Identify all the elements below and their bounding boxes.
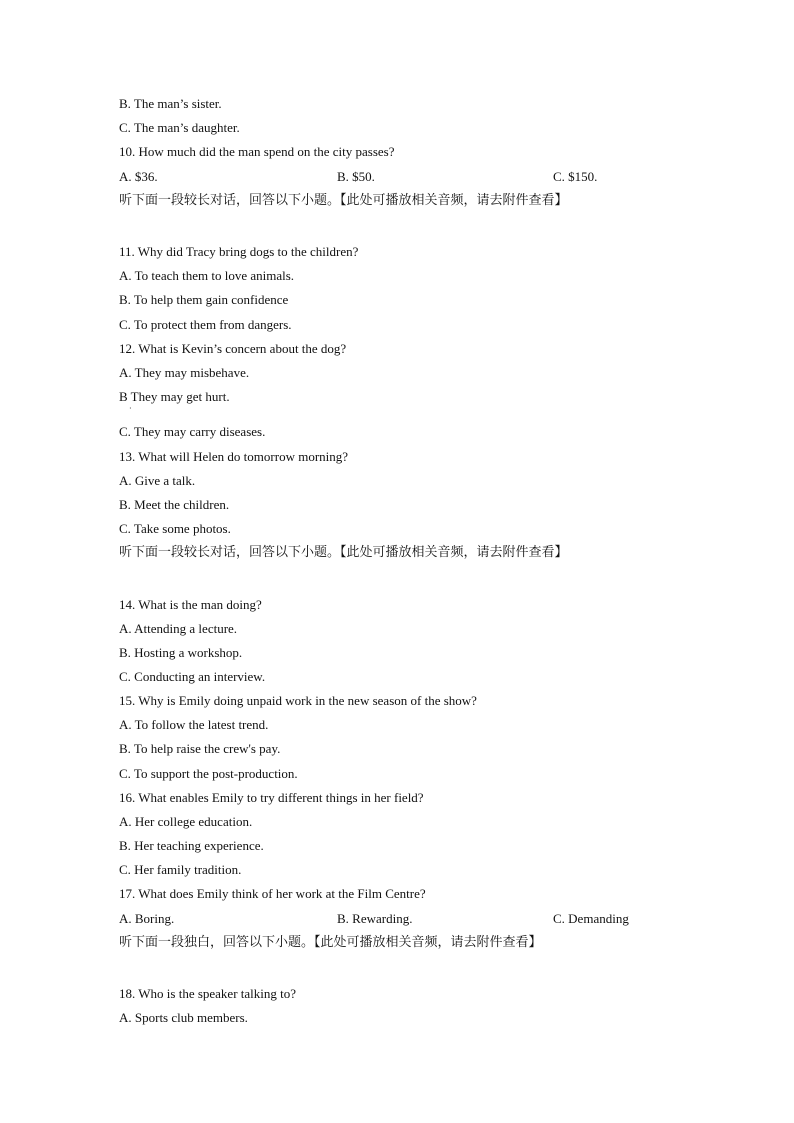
question-18: 18. Who is the speaker talking to? — [119, 986, 297, 1001]
q17-option-a: A. Boring. — [119, 911, 175, 926]
q14-option-c: C. Conducting an interview. — [119, 669, 266, 684]
q11-option-c: C. To protect them from dangers. — [119, 317, 292, 332]
question-16: 16. What enables Emily to try different things in her field? — [119, 790, 424, 805]
q15-option-b: B. To help raise the crew's pay. — [119, 741, 281, 756]
q11-option-b: B. To help them gain confidence — [119, 292, 289, 307]
question-15: 15. Why is Emily doing unpaid work in the new season of the show? — [119, 693, 477, 708]
q17-option-b: B. Rewarding. — [337, 911, 413, 926]
section-instruction-2: 听下面一段较长对话，回答以下小题。【此处可播放相关音频，请去附件查看】 — [119, 545, 568, 560]
option-c-daughter: C. The man’s daughter. — [119, 120, 240, 135]
q16-option-b: B. Her teaching experience. — [119, 838, 264, 853]
question-13: 13. What will Helen do tomorrow morning? — [119, 449, 349, 464]
section-instruction-3: 听下面一段独白，回答以下小题。【此处可播放相关音频，请去附件查看】 — [119, 935, 542, 950]
q17-option-c: C. Demanding — [553, 911, 629, 926]
q11-option-a: A. To teach them to love animals. — [119, 268, 295, 283]
q16-option-c: C. Her family tradition. — [119, 862, 242, 877]
q13-option-c: C. Take some photos. — [119, 521, 231, 536]
q14-option-a: A. Attending a lecture. — [119, 621, 238, 636]
q10-option-a: A. $36. — [119, 169, 158, 184]
q13-option-a: A. Give a talk. — [119, 473, 196, 488]
question-17-options — [119, 911, 679, 927]
section-instruction-1: 听下面一段较长对话，回答以下小题。【此处可播放相关音频，请去附件查看】 — [119, 193, 568, 208]
q10-option-c: C. $150. — [553, 169, 598, 184]
question-10-options — [119, 169, 679, 185]
question-17: 17. What does Emily think of her work at the Film Centre? — [119, 886, 426, 901]
q12-option-b: B They may get hurt. — [119, 389, 230, 404]
option-b-sister: B. The man’s sister. — [119, 96, 222, 111]
q18-option-a: A. Sports club members. — [119, 1010, 248, 1025]
q13-option-b: B. Meet the children. — [119, 497, 230, 512]
q16-option-a: A. Her college education. — [119, 814, 253, 829]
q12-option-c: C. They may carry diseases. — [119, 424, 266, 439]
q14-option-b: B. Hosting a workshop. — [119, 645, 243, 660]
q15-option-a: A. To follow the latest trend. — [119, 717, 269, 732]
q15-option-c: C. To support the post-production. — [119, 766, 298, 781]
q10-option-b: B. $50. — [337, 169, 375, 184]
question-11: 11. Why did Tracy bring dogs to the children? — [119, 244, 359, 259]
stray-dot: · — [129, 404, 132, 413]
question-14: 14. What is the man doing? — [119, 597, 262, 612]
question-12: 12. What is Kevin’s concern about the dog? — [119, 341, 347, 356]
question-10: 10. How much did the man spend on the city passes? — [119, 144, 395, 159]
q12-option-a: A. They may misbehave. — [119, 365, 250, 380]
